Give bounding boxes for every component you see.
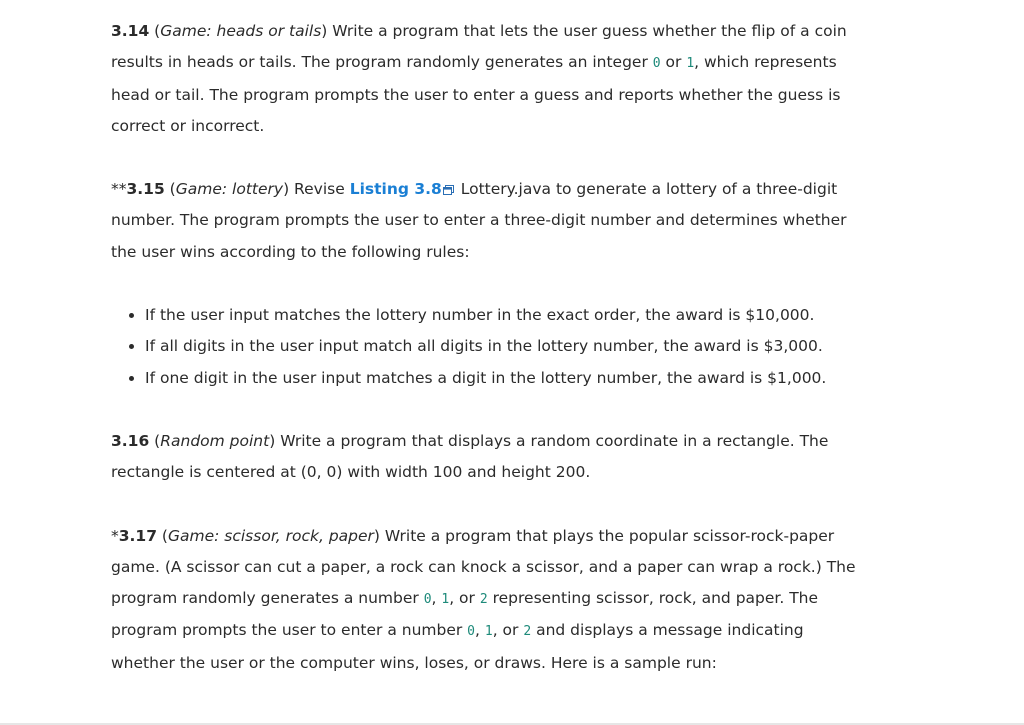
exercise-text: Lottery.java to generate a lottery of a three-digit number. The program prompts the user to enter a three-digit number and determines whether the user wins according to the following rules: (111, 180, 847, 261)
exercise-text: Write a program that plays the popular scissor-rock-paper game. (A scissor can cut a paper, a rock can knock a scissor, and a paper can wrap a rock.) The program randomly generates a number (111, 526, 856, 608)
exercise-text: , (475, 621, 485, 640)
exercise-number: 3.17 (118, 526, 157, 545)
exercise-number: 3.15 (126, 180, 165, 199)
exercise-title: Game: lottery (175, 180, 284, 199)
code-value: 1 (441, 592, 450, 608)
exercise-3-14: 3.14 (Game: heads or tails) Write a program that lets the user guess whether the flip of a coin results in heads or tails. The program randomly generates an integer 0 or 1, which represents head or tail. The program prompts the user to enter a guess and reports whether the guess is correct or incorrect. (111, 22, 847, 135)
code-value: 2 (479, 592, 488, 608)
code-value: 0 (652, 56, 661, 72)
exercise-number: 3.14 (111, 22, 150, 40)
list-item: • If one digit in the user input matches a digit in the lottery number, the award is $1,000. (145, 363, 871, 394)
exercise-text: , or (492, 621, 524, 640)
exercise-3-17: *3.17 (Game: scissor, rock, paper) Write a program that plays the popular scissor-rock-paper game. (A scissor can cut a paper, a rock can knock a scissor, and a paper can wrap a rock.) The program randomly generates a number 0, 1, or 2 representing scissor, rock, and paper. The program prompts the user to enter a number 0, 1, or 2 and displays a message indicating whether the user or the computer wins, loses, or draws. Here is a sample run: (111, 526, 856, 672)
exercise-text: representing scissor, rock, and paper. The program prompts the user to enter a number (111, 589, 819, 640)
exercise-text: , (431, 589, 442, 608)
exercise-title: Game: scissor, rock, paper (167, 526, 374, 545)
code-value: 1 (484, 624, 493, 640)
exercise-title: Game: heads or tails (160, 22, 322, 40)
code-value: 0 (423, 592, 432, 608)
award-rules-list (111, 300, 871, 394)
exercise-text: , or (449, 589, 480, 608)
exercise-text: Write a program that lets the user guess whether the flip of a coin results in heads or tails. The program randomly generates an integer (111, 22, 847, 72)
code-value: 0 (467, 624, 475, 640)
exercise-text: and displays a message indicating whether the user or the computer wins, loses, or draws. Here is a sample run: (111, 621, 804, 672)
exercise-3-16: 3.16 (Random point) Write a program that displays a random coordinate in a rectangle. The rectangle is centered at (0, 0) with width 100 and height 200. (111, 431, 829, 482)
list-item: • If the user input matches the lottery number in the exact order, the award is $10,000. (145, 300, 871, 331)
exercise-text: , which represents head or tail. The program prompts the user to enter a guess and reports whether the guess is correct or incorrect. (111, 53, 841, 135)
exercise-text: Revise (289, 180, 350, 199)
exercise-text: Write a program that displays a random coordinate in a rectangle. The rectangle is centered at (0, 0) with width 100 and height 200. (111, 431, 829, 482)
exercise-number: 3.16 (111, 431, 150, 450)
difficulty-marker: ** (111, 180, 127, 199)
list-item: • If all digits in the user input match all digits in the lottery number, the award is $3,000. (145, 331, 871, 362)
exercise-text: or (660, 53, 687, 72)
listing-link[interactable]: Listing 3.8 (349, 180, 442, 199)
code-value: 2 (523, 624, 532, 640)
exercise-list (111, 16, 871, 679)
code-value: 1 (686, 56, 695, 72)
external-link-icon[interactable] (443, 175, 454, 185)
difficulty-marker: * (111, 526, 119, 545)
exercise-3-15: **3.15 (Game: lottery) Revise Listing 3.8 Lottery.java to generate a lottery of a three-digit number. The program prompts the user to enter a three-digit number and determines whether the user wins according to the following rules: (111, 174, 871, 268)
exercise-title: Random point (160, 431, 270, 450)
